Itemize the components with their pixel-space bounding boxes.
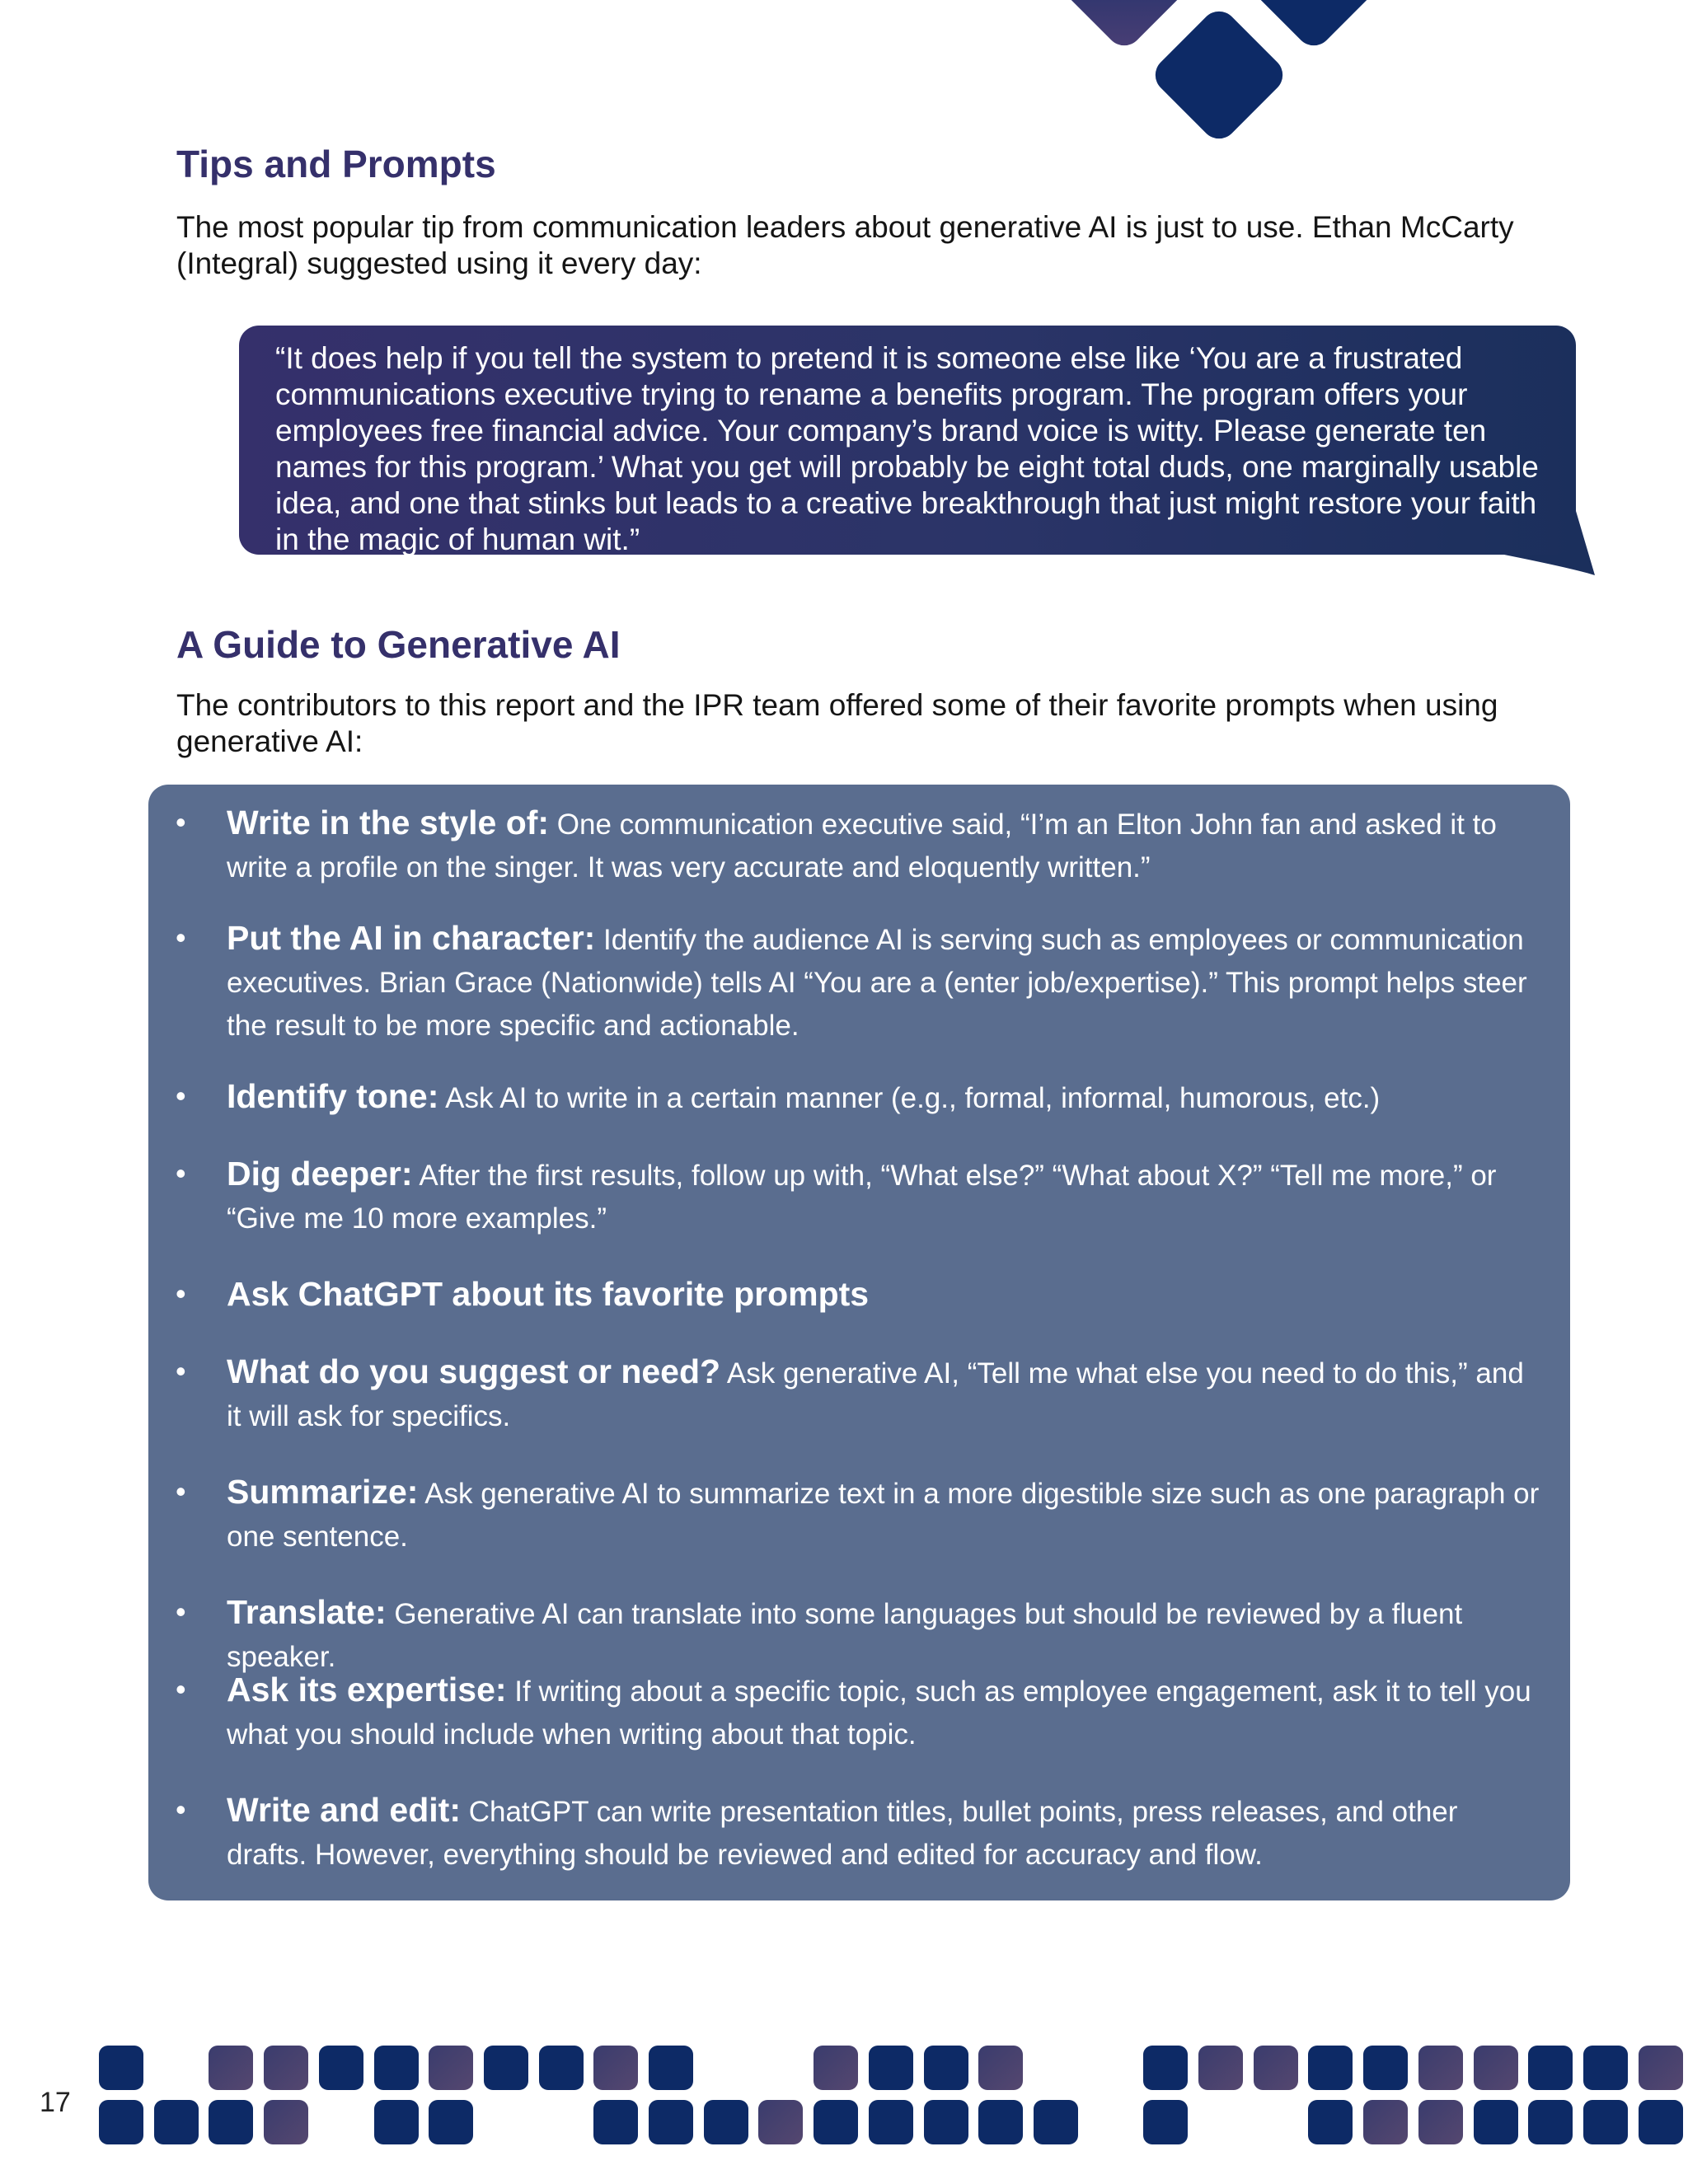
page-number: 17 [40, 2087, 71, 2118]
prompt-text: ChatGPT can write presentation titles, bullet points, press releases, and other drafts. However, everything should be reviewed and edited for accuracy and flow. [227, 1796, 1458, 1871]
decorative-tile [593, 2100, 638, 2144]
prompt-term: Put the AI in character: [227, 919, 596, 957]
decorative-tile [1528, 2046, 1573, 2090]
decorative-tile [1363, 2100, 1408, 2144]
decorative-tile [1143, 2046, 1188, 2090]
prompt-text: One communication executive said, “I’m an Elton John fan and asked it to write a profile on the singer. It was very accurate and eloquently written.” [227, 808, 1497, 883]
decorative-diamond [1243, 0, 1386, 53]
decorative-tile [154, 2100, 199, 2144]
decorative-tile [649, 2046, 693, 2090]
prompts-panel [148, 785, 1570, 1900]
decorative-tile [1418, 2100, 1463, 2144]
prompt-text: Ask generative AI to summarize text in a more digestible size such as one paragraph or one sentence. [227, 1478, 1540, 1553]
decorative-diamond [1053, 0, 1196, 53]
decorative-tile [1418, 2046, 1463, 2090]
decorative-tile [1034, 2100, 1078, 2144]
decorative-tile [1308, 2100, 1353, 2144]
decorative-tile [209, 2100, 253, 2144]
decorative-tile [1308, 2046, 1353, 2090]
quote-callout [239, 326, 1576, 555]
prompt-term: Ask ChatGPT about its favorite prompts [227, 1275, 870, 1313]
decorative-tile [1474, 2100, 1518, 2144]
decorative-tile [978, 2100, 1023, 2144]
list-item [227, 916, 1545, 1047]
decorative-tile [1583, 2100, 1628, 2144]
decorative-tile [1528, 2100, 1573, 2144]
list-item [227, 1350, 1545, 1438]
decorative-tile [1474, 2046, 1518, 2090]
decorative-tile [1639, 2046, 1683, 2090]
prompt-term: Write in the style of: [227, 804, 550, 841]
decorative-tile [924, 2100, 968, 2144]
decorative-tile [319, 2046, 363, 2090]
decorative-tile [374, 2100, 419, 2144]
quote-text: “It does help if you tell the system to pretend it is someone else like ‘You are a frustrated communications executive trying to rename a benefits program. The program offers your employees free financial advice. Your company’s brand voice is witty. Please generate ten names for this program.’ What you get will probably be eight total duds, one marginally usable idea, and one that stinks but leads to a creative breakthrough that just might restore your faith in the magic of human wit.” [275, 341, 1539, 556]
prompt-text: Ask AI to write in a certain manner (e.g., formal, informal, humorous, etc.) [438, 1082, 1381, 1114]
prompt-text: Identify the audience AI is serving such as employees or communication executives. Brian Grace (Nationwide) tells AI “You are a (enter job/expertise).” This prompt helps steer the result to be more specific and actionable. [227, 924, 1527, 1042]
decorative-tile [593, 2046, 638, 2090]
tips-intro: The most popular tip from communication leaders about generative AI is just to use. Ethan McCarty (Integral) suggested using it every day: [176, 210, 1514, 280]
decorative-tile [869, 2100, 913, 2144]
decorative-tile [814, 2046, 858, 2090]
decorative-tile [1639, 2100, 1683, 2144]
decorative-tile [264, 2046, 308, 2090]
decorative-tile [429, 2046, 473, 2090]
decorative-tile [374, 2046, 419, 2090]
decorative-tile [1583, 2046, 1628, 2090]
decorative-tile [649, 2100, 693, 2144]
prompt-term: Write and edit: [227, 1791, 461, 1829]
decorative-tile [209, 2046, 253, 2090]
decorative-tile [814, 2100, 858, 2144]
decorative-diamond [1148, 4, 1291, 147]
decorative-tile [1198, 2046, 1243, 2090]
guide-intro: The contributors to this report and the IPR team offered some of their favorite prompts when using generative AI: [176, 688, 1498, 758]
list-item [227, 1788, 1545, 1877]
decorative-tile [1363, 2046, 1408, 2090]
decorative-tile [429, 2100, 473, 2144]
decorative-tile [539, 2046, 584, 2090]
list-item [227, 1668, 1545, 1756]
prompt-term: Dig deeper: [227, 1155, 413, 1193]
prompt-text: Ask generative AI, “Tell me what else you need to do this,” and it will ask for specifics. [227, 1357, 1524, 1432]
list-item [227, 1470, 1545, 1558]
decorative-tile [264, 2100, 308, 2144]
decorative-tile [704, 2100, 748, 2144]
prompt-term: Identify tone: [227, 1077, 439, 1115]
list-item [227, 1152, 1545, 1240]
decorative-tile [978, 2046, 1023, 2090]
prompt-term: What do you suggest or need? [227, 1352, 721, 1390]
guide-heading: A Guide to Generative AI [176, 623, 621, 666]
prompt-term: Summarize: [227, 1473, 419, 1511]
decorative-tile [1254, 2046, 1298, 2090]
prompt-text: If writing about a specific topic, such as employee engagement, ask it to tell you what you should include when writing about that topic. [227, 1675, 1531, 1750]
decorative-tile [869, 2046, 913, 2090]
list-item [227, 1272, 1545, 1318]
list-item [227, 1075, 1545, 1120]
decorative-tile [484, 2046, 528, 2090]
decorative-tile [99, 2046, 143, 2090]
tips-heading: Tips and Prompts [176, 143, 496, 185]
decorative-tile [758, 2100, 803, 2144]
decorative-tile [924, 2046, 968, 2090]
prompt-term: Ask its expertise: [227, 1671, 507, 1708]
decorative-tile [1143, 2100, 1188, 2144]
prompt-term: Translate: [227, 1593, 387, 1631]
prompt-text: After the first results, follow up with, “What else?” “What about X?” “Tell me more,” or “Give me 10 more examples.” [227, 1160, 1497, 1235]
decorative-tile [99, 2100, 143, 2144]
prompt-text: Generative AI can translate into some languages but should be reviewed by a fluent speaker. [227, 1598, 1463, 1673]
list-item [227, 801, 1545, 889]
list-item [227, 1591, 1545, 1679]
